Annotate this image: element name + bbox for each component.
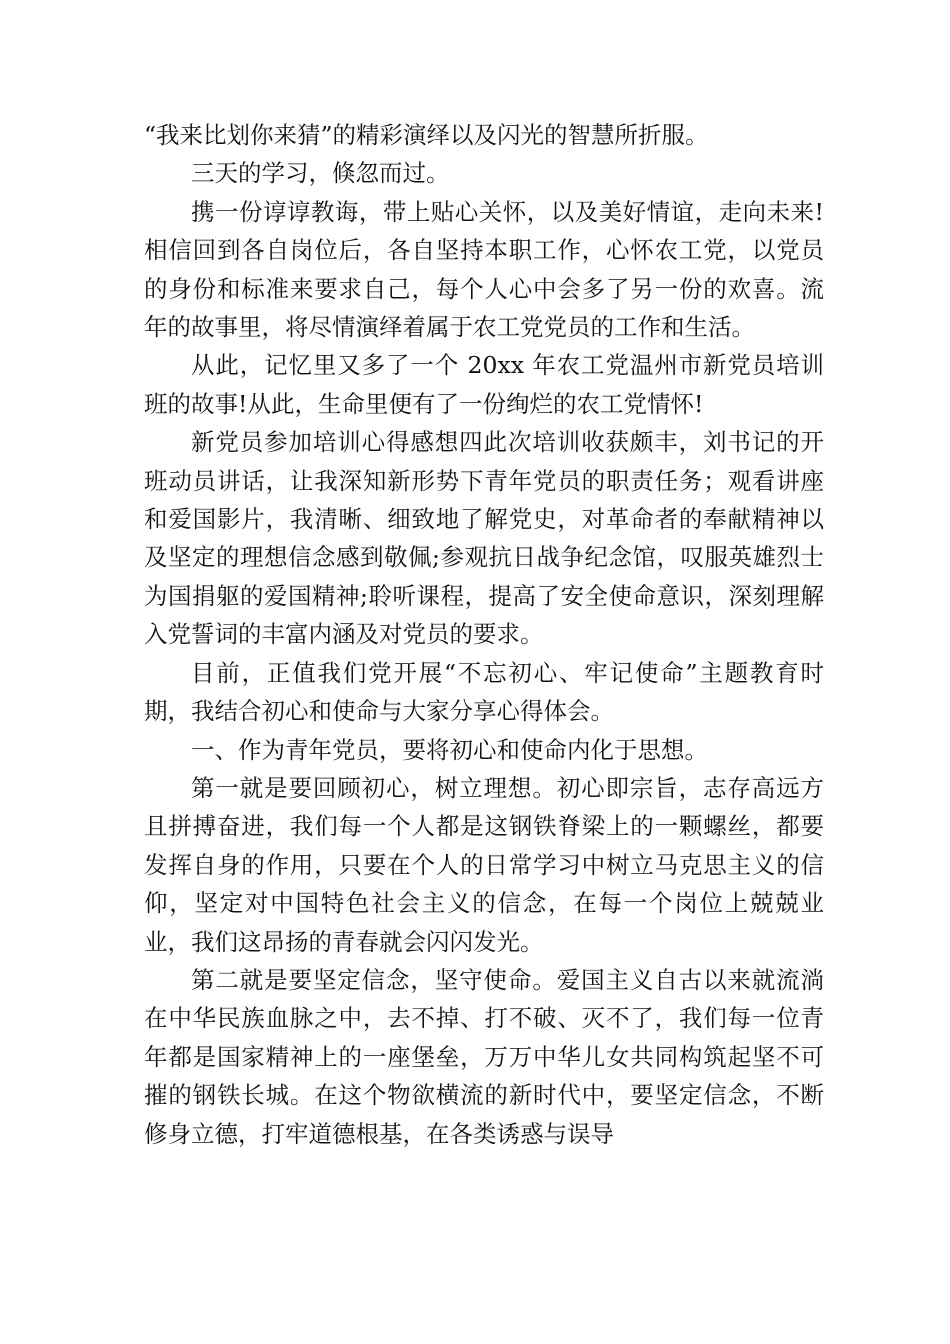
text-line: 作和生活。: [637, 313, 755, 342]
text-line: 观看讲座和爱国影片，我清晰、细致地了解党史，对革命者的: [144, 466, 825, 534]
text-line: 育时期，我结合初心和使命与大家分享心得体会。: [144, 658, 825, 726]
paragraph-4: [144, 346, 824, 423]
text-line: 第二就是要坚定信念，坚守使命。爱国主义自古以来就: [191, 965, 777, 994]
text-line: 三天的学习，倏忽而过。: [191, 159, 450, 188]
text-line: 全使命意识，深刻理解入党誓词的丰富内涵及对党员的要求。: [144, 581, 825, 649]
text-line: 新党员参加培训心得感想四此次培训收获颇丰，刘书记: [191, 428, 777, 457]
text-line: 一、作为青年党员，要将初心和使命内化于思想。: [191, 735, 708, 764]
paragraph-2: [144, 154, 824, 192]
text-line: 培训班的故事!从此，生命里便有了一份绚烂的农工党情怀!: [144, 351, 824, 418]
text-line: 以党员的身份和标准来要求自己，每个人心中会多了另一份: [144, 236, 825, 303]
text-line: 方且拼搏奋进，我们每一个人都是这钢铁脊梁上的一颗螺丝，: [144, 773, 824, 841]
text-line: 位上兢兢业业，我们这昂扬的青春就会闪闪发光。: [144, 889, 824, 956]
text-line: 目前，正值我们党开展“不忘初心、牢记使命”主题教: [191, 658, 776, 687]
text-line: 奉献精神以及坚定的理想信念感到敬佩;参观抗日战争纪念: [144, 505, 825, 572]
paragraph-7: [144, 731, 824, 769]
paragraph-6: [144, 654, 824, 731]
text-line: 一位青年都是国家精神上的一座堡垒，万万中华儿女共同构: [144, 1004, 825, 1071]
paragraph-8: [144, 769, 824, 961]
text-line: 的开班动员讲话，让我深知新形势下青年党员的职责任务；: [144, 428, 825, 495]
text-line: 筑起坚不可摧的钢铁长城。在这个物欲横流的新时代中，要: [144, 1042, 825, 1110]
text-line: 流淌在中华民族血脉之中，去不掉、打不破、灭不了，我们每: [144, 965, 825, 1033]
paragraph-3: [144, 193, 824, 347]
text-line: 携一份谆谆教诲，带上贴心关怀，以及美好情谊，走向未: [191, 197, 791, 226]
text-line: 从此，记忆里又多了一个 20xx 年农工党温州市新党员: [191, 351, 777, 380]
text-line: 主义的信仰，坚定对中国特色社会主义的信念，在每一个岗: [144, 850, 825, 918]
text-line: 馆，叹服英雄烈士为国捐躯的爱国精神;聆听课程，提高了安: [144, 543, 825, 610]
text-line: 来!相信回到各自岗位后，各自坚持本职工作，心怀农工党，: [144, 197, 825, 265]
text-line: 的欢喜。流年的故事里，将尽情演绎着属于农工党党员的工: [144, 274, 825, 342]
document-body: [144, 116, 824, 1153]
paragraph-5: [144, 423, 824, 653]
text-line: 第一就是要回顾初心，树立理想。初心即宗旨，志存高远: [191, 773, 801, 802]
paragraph-1: [144, 116, 824, 154]
text-line: “我来比划你来猜”的精彩演绎以及闪光的智慧所折服。: [144, 121, 709, 149]
text-line: 都要发挥自身的作用，只要在个人的日常学习中树立马克思: [144, 812, 825, 879]
text-line: 坚定信念，不断修身立德，打牢道德根基，在各类诱惑与误导: [144, 1081, 825, 1148]
paragraph-9: [144, 961, 824, 1153]
